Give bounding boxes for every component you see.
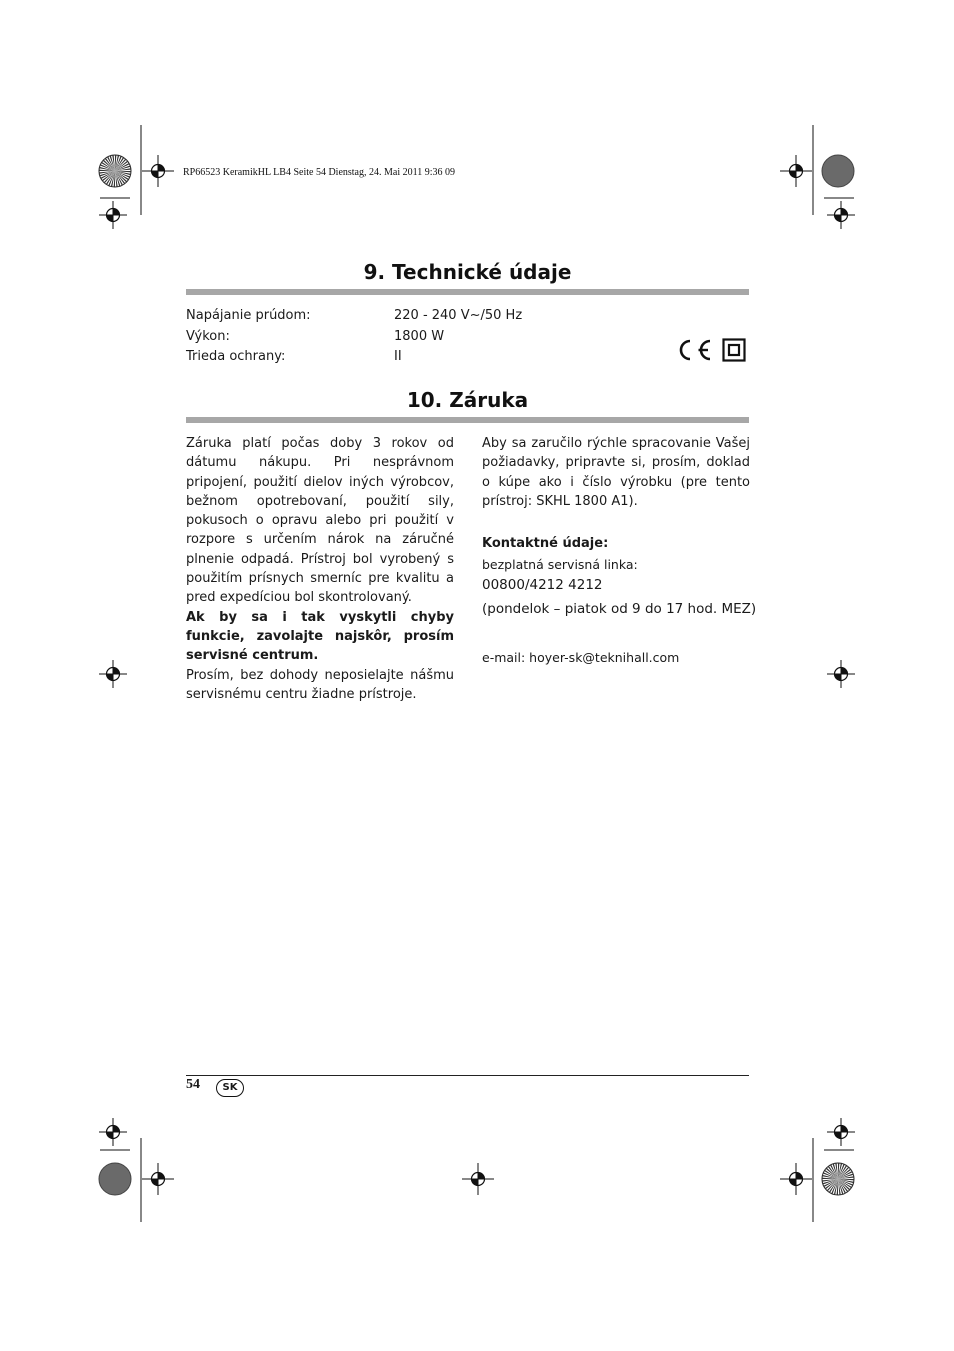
starburst-target-icon bbox=[99, 155, 131, 187]
starburst-target-icon bbox=[822, 1163, 854, 1195]
spec-value-protection-class: II bbox=[394, 349, 402, 364]
section-rule bbox=[186, 289, 749, 295]
registration-mark-icon bbox=[780, 155, 812, 187]
page-number: 54 bbox=[186, 1077, 200, 1092]
gray-target-icon bbox=[822, 155, 854, 187]
spec-label-power: Výkon: bbox=[186, 329, 230, 344]
spec-label-protection-class: Trieda ochrany: bbox=[186, 349, 286, 364]
ce-mark-icon bbox=[676, 338, 714, 362]
warranty-left-column bbox=[186, 434, 454, 704]
hotline-number: 00800/4212 4212 bbox=[482, 577, 603, 593]
section-title-technical-data: 9. Technické údaje bbox=[363, 260, 572, 284]
double-square-icon bbox=[722, 338, 746, 362]
registration-mark-icon bbox=[99, 201, 127, 229]
warranty-call-service-paragraph: Ak by sa i tak vyskytli chyby funkcie, zavolajte najskôr, prosím servisné centrum. bbox=[186, 609, 454, 664]
registration-mark-icon bbox=[99, 660, 127, 688]
warranty-no-shipping-paragraph: Prosím, bez dohody neposielajte nášmu servisnému centru žiadne prístroje. bbox=[186, 667, 454, 702]
registration-mark-icon bbox=[827, 1118, 855, 1146]
spec-value-power: 1800 W bbox=[394, 329, 445, 344]
registration-mark-icon bbox=[462, 1163, 494, 1195]
service-hours: (pondelok – piatok od 9 do 17 hod. MEZ) bbox=[482, 601, 757, 617]
registration-mark-icon bbox=[142, 155, 174, 187]
print-header-info: RP66523 KeramikHL LB4 Seite 54 Dienstag, 24. Mai 2011 9:36 09 bbox=[183, 167, 456, 178]
language-badge: SK bbox=[216, 1079, 244, 1097]
spec-value-power-supply: 220 - 240 V~/50 Hz bbox=[394, 308, 523, 323]
hotline-label: bezplatná servisná linka: bbox=[482, 557, 638, 572]
registration-mark-icon bbox=[99, 1118, 127, 1146]
contact-heading: Kontaktné údaje: bbox=[482, 536, 609, 551]
spec-label-power-supply: Napájanie prúdom: bbox=[186, 308, 311, 323]
registration-mark-icon bbox=[827, 660, 855, 688]
warranty-terms-paragraph: Záruka platí počas doby 3 rokov od dátumu nákupu. Pri nesprávnom pripojení, použití dielov iných výrobcov, bežnom opotrebovaní, použití sily, pokusoch o opravu alebo pri použití v rozpore s určením nárok na záručné plnenie odpadá. Prístroj bol vyrobený s použitím prísnych smerníc pre kvalitu a pred expedíciou bol skontrolovaný. bbox=[186, 436, 454, 606]
registration-mark-icon bbox=[780, 1163, 812, 1195]
registration-mark-icon bbox=[827, 201, 855, 229]
footer-rule bbox=[186, 1075, 749, 1076]
warranty-right-column bbox=[482, 434, 750, 511]
service-email: e-mail: hoyer-sk@teknihall.com bbox=[482, 650, 680, 665]
section-title-warranty: 10. Záruka bbox=[406, 388, 529, 412]
registration-mark-icon bbox=[142, 1163, 174, 1195]
warranty-receipt-paragraph: Aby sa zaručilo rýchle spracovanie Vašej požiadavky, pripravte si, prosím, doklad o kúpe ako i číslo výrobku (pre tento prístroj: SKHL 1800 A1). bbox=[482, 436, 750, 509]
section-rule bbox=[186, 417, 749, 423]
gray-target-icon bbox=[99, 1163, 131, 1195]
